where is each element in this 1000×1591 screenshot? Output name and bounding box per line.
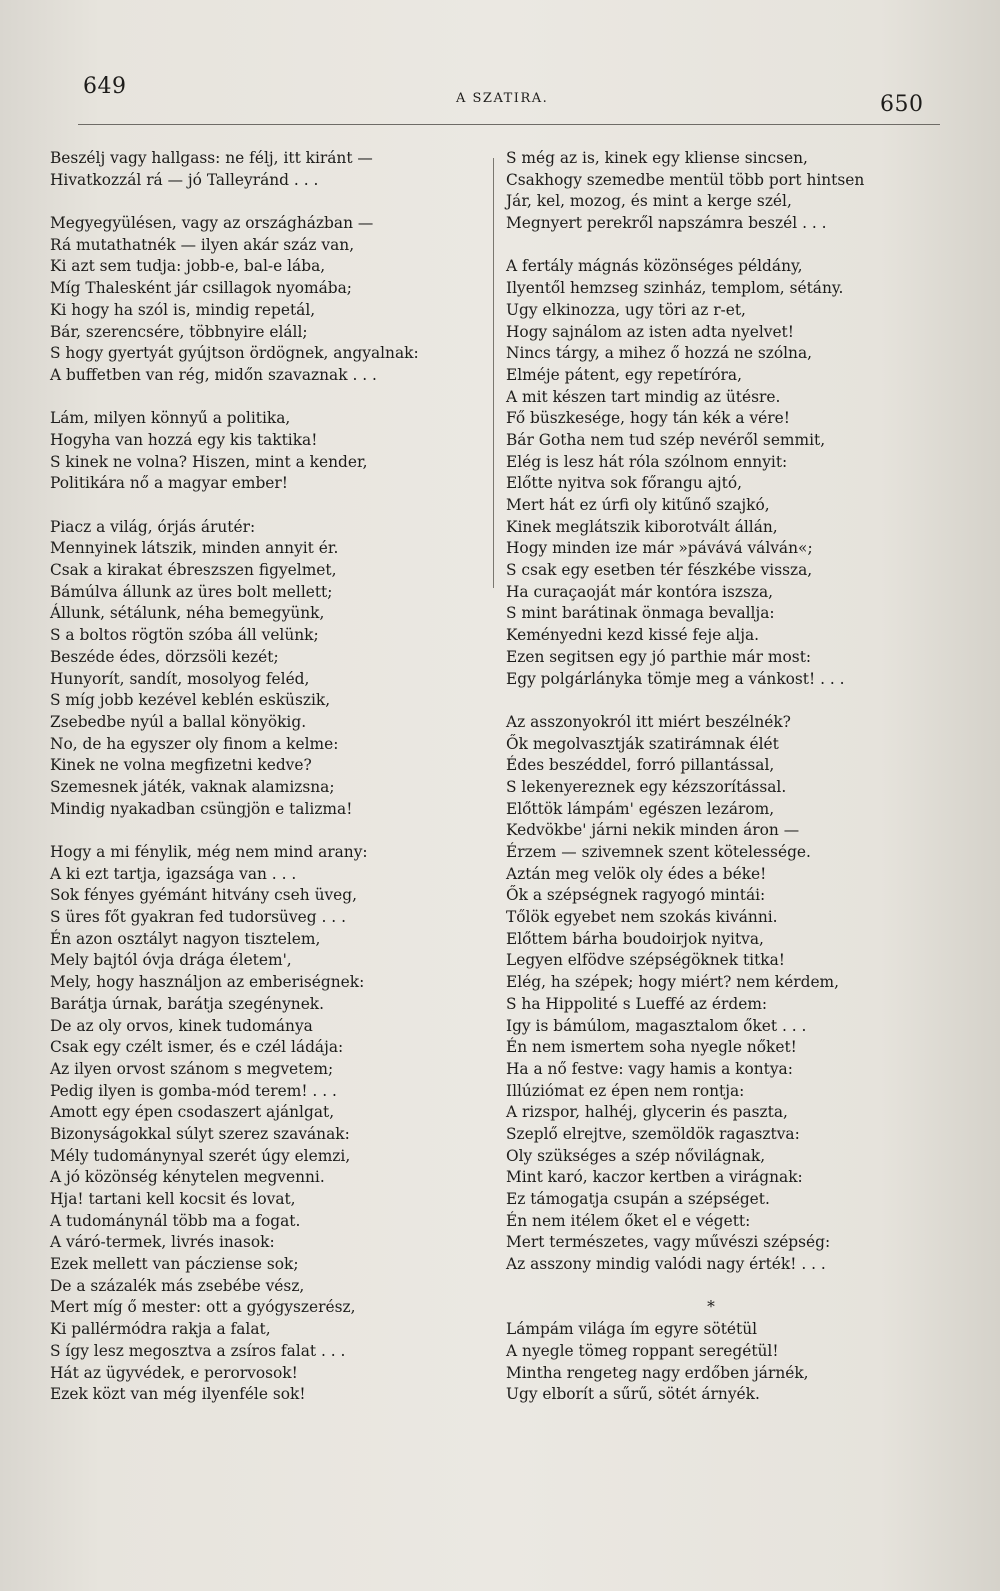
verse-line: Elég, ha szépek; hogy miért? nem kérdem, — [506, 973, 840, 992]
verse-line: Ki hogy ha szól is, mindig repetál, — [50, 300, 316, 319]
verse-line: Édes beszéddel, forró pillantással, — [506, 756, 775, 775]
verse-line: Beszélj vagy hallgass: ne félj, itt kiránt — — [50, 149, 373, 167]
verse-line: A váró-termek, livrés inasok: — [50, 1233, 275, 1252]
verse-line: Ha a nő festve: vagy hamis a kontya: — [506, 1059, 793, 1078]
verse-line: Mely, hogy használjon az emberiségnek: — [50, 973, 365, 992]
verse-line: Az asszony mindig valódi nagy érték! . . . — [506, 1255, 826, 1274]
verse-line: S üres főt gyakran fed tudorsüveg . . . — [50, 908, 346, 927]
stanza — [50, 408, 485, 495]
verse-line: A fertály mágnás közönséges példány, — [506, 257, 803, 276]
section-separator: * — [707, 1298, 715, 1317]
verse-line: Politikára nő a magyar ember! — [50, 474, 288, 493]
verse-line: Hogyha van hozzá egy kis taktika! — [50, 430, 318, 449]
verse-line: Barátja úrnak, barátja szegénynek. — [50, 994, 325, 1013]
verse-line: Ugy elkinozza, ugy töri az r-et, — [506, 300, 746, 319]
verse-line: Állunk, sétálunk, néha bemegyünk, — [50, 604, 325, 623]
verse-line: S ha Hippolité s Lueffé az érdem: — [506, 994, 768, 1013]
verse-line: Megyegyülésen, vagy az országházban — — [50, 214, 374, 233]
verse-line: Érzem — szivemnek szent kötelessége. — [506, 843, 811, 861]
verse-line: S még az is, kinek egy kliense sincsen, — [506, 149, 808, 167]
verse-line: Hogy a mi fénylik, még nem mind arany: — [50, 843, 368, 861]
verse-line: Sok fényes gyémánt hitvány cseh üveg, — [50, 886, 358, 905]
verse-line: Szeplő elrejtve, szemöldök ragasztva: — [506, 1124, 800, 1143]
verse-line: Bár, szerencsére, többnyire eláll; — [50, 322, 308, 341]
verse-line: Csak a kirakat ébreszszen figyelmet, — [50, 561, 337, 580]
verse-line: S lekenyereznek egy kézszorítással. — [506, 777, 787, 796]
stanza — [506, 256, 936, 690]
verse-line: Lám, milyen könnyű a politika, — [50, 409, 291, 428]
verse-line: Fő büszkesége, hogy tán kék a vére! — [506, 409, 790, 428]
verse-line: Pedig ilyen is gomba-mód terem! . . . — [50, 1081, 337, 1100]
final-stanza — [506, 1319, 936, 1406]
verse-line: S csak egy esetben tér fészkébe vissza, — [506, 561, 813, 580]
right-stanzas — [506, 148, 936, 1276]
verse-line: Mely bajtól óvja drága életem', — [50, 951, 292, 970]
verse-line: Piacz a világ, órjás árutér: — [50, 517, 256, 536]
verse-line: Mintha rengeteg nagy erdőben járnék, — [506, 1363, 809, 1382]
verse-line: Tőlök egyebet nem szokás kivánni. — [506, 908, 778, 927]
verse-line: Én nem ismertem soha nyegle nőket! — [506, 1038, 797, 1057]
verse-line: Beszéde édes, dörzsöli kezét; — [50, 647, 279, 666]
verse-line: Az asszonyokról itt miért beszélnék? — [506, 712, 791, 731]
verse-line: Hogy sajnálom az isten adta nyelvet! — [506, 322, 794, 341]
stanza — [50, 213, 485, 387]
verse-line: Míg Thalesként jár csillagok nyomába; — [50, 279, 352, 298]
running-title: A SZATIRA. — [456, 91, 549, 106]
verse-line: Illúziómat ez épen nem rontja: — [506, 1081, 745, 1100]
verse-line: Rá mutathatnék — ilyen akár száz van, — [50, 235, 355, 254]
verse-line: A jó közönség kénytelen megvenni. — [50, 1168, 325, 1187]
verse-line: Mert míg ő mester: ott a gyógyszerész, — [50, 1298, 356, 1317]
verse-line: Bámúlva állunk az üres bolt mellett; — [50, 582, 333, 601]
verse-line: Hát az ügyvédek, e perorvosok! — [50, 1363, 298, 1382]
stanza — [506, 712, 936, 1276]
verse-line: S így lesz megosztva a zsíros falat . . . — [50, 1341, 346, 1360]
verse-line: Jár, kel, mozog, és mint a kerge szél, — [506, 192, 792, 211]
verse-line: Lámpám világa ím egyre sötétül — [506, 1320, 758, 1339]
verse-line: Igy is bámúlom, magasztalom őket . . . — [506, 1016, 807, 1035]
verse-line: S a boltos rögtön szóba áll velünk; — [50, 626, 319, 645]
verse-line: Előttem bárha boudoirjok nyitva, — [506, 929, 764, 948]
verse-line: Hunyorít, sandít, mosolyog feléd, — [50, 669, 310, 688]
verse-line: A ki ezt tartja, igazsága van . . . — [50, 864, 297, 883]
verse-line: A rizspor, halhéj, glycerin és paszta, — [506, 1103, 788, 1122]
verse-line: Hja! tartani kell kocsit és lovat, — [50, 1190, 296, 1208]
verse-line: Nincs tárgy, a mihez ő hozzá ne szólna, — [506, 344, 813, 363]
verse-line: Ha curaçaoját már kontóra iszsza, — [506, 582, 774, 601]
verse-line: Én nem itélem őket el e végett: — [506, 1211, 751, 1230]
verse-line: Bizonyságokkal súlyt szerez szavának: — [50, 1124, 350, 1143]
verse-line: Ezen segitsen egy jó parthie már most: — [506, 647, 812, 666]
verse-line: Előtte nyitva sok főrangu ajtó, — [506, 474, 743, 493]
verse-line: Kinek ne volna megfizetni kedve? — [50, 756, 312, 775]
verse-line: De az oly orvos, kinek tudománya — [50, 1016, 313, 1035]
verse-line: Mennyinek látszik, minden annyit ér. — [50, 539, 339, 558]
right-column — [506, 148, 936, 1428]
verse-line: Csak egy czélt ismer, és e czél ládája: — [50, 1038, 344, 1057]
verse-line: Ilyentől hemzseg szinház, templom, sétány. — [506, 279, 844, 298]
verse-line: Aztán meg velök oly édes a béke! — [506, 864, 767, 883]
verse-line: Mély tudománynyal szerét úgy elemzi, — [50, 1146, 351, 1165]
verse-line: A mit készen tart mindig az ütésre. — [506, 387, 781, 406]
verse-line: Ez támogatja csupán a szépséget. — [506, 1190, 770, 1208]
verse-line: S hogy gyertyát gyújtson ördögnek, angyalnak: — [50, 344, 419, 363]
verse-line: S kinek ne volna? Hiszen, mint a kender, — [50, 452, 368, 471]
stanza — [50, 148, 485, 191]
stanza — [50, 842, 485, 1406]
verse-line: Egy polgárlányka tömje meg a vánkost! . . . — [506, 669, 845, 688]
stanza — [50, 517, 485, 821]
verse-line: No, de ha egyszer oly finom a kelme: — [50, 734, 339, 753]
verse-line: Elméje pátent, egy repetíróra, — [506, 365, 742, 384]
verse-line: A buffetben van rég, midőn szavaznak . . . — [50, 365, 377, 384]
verse-line: S mint barátinak önmaga bevallja: — [506, 604, 775, 623]
page-number-right: 650 — [880, 92, 924, 117]
verse-line: Ki azt sem tudja: jobb-e, bal-e lába, — [50, 257, 326, 276]
verse-line: Én azon osztályt nagyon tisztelem, — [50, 929, 321, 948]
verse-line: S míg jobb kezével keblén esküszik, — [50, 691, 331, 710]
verse-line: Hogy minden ize már »pávává válván«; — [506, 539, 813, 558]
column-divider — [493, 158, 494, 588]
verse-line: Szemesnek játék, vaknak alamizsna; — [50, 777, 335, 796]
verse-line: Amott egy épen csodaszert ajánlgat, — [50, 1103, 335, 1122]
verse-line: Kinek meglátszik kiborotvált állán, — [506, 517, 778, 536]
stanza — [506, 148, 936, 235]
header-rule — [78, 124, 940, 125]
verse-line: Zsebedbe nyúl a ballal könyökig. — [50, 712, 307, 731]
page-header — [0, 0, 1000, 130]
verse-line: Ők a szépségnek ragyogó mintái: — [506, 886, 766, 905]
verse-line: Mint karó, kaczor kertben a virágnak: — [506, 1168, 803, 1187]
verse-line: A nyegle tömeg roppant seregétül! — [506, 1341, 779, 1360]
verse-line: Ki pallérmódra rakja a falat, — [50, 1320, 271, 1339]
verse-line: Előttök lámpám' egészen lezárom, — [506, 799, 775, 818]
left-column — [50, 148, 485, 1428]
verse-line: Keményedni kezd kissé feje alja. — [506, 626, 760, 645]
verse-line: Mert hát ez úrfi oly kitűnő szajkó, — [506, 496, 770, 514]
verse-line: Bár Gotha nem tud szép nevéről semmit, — [506, 430, 826, 449]
verse-line: De a százalék más zsebébe vész, — [50, 1276, 305, 1295]
verse-line: Mindig nyakadban csüngjön e talizma! — [50, 799, 353, 818]
verse-line: A tudománynál több ma a fogat. — [50, 1211, 301, 1230]
verse-line: Kedvökbe' járni nekik minden áron — — [506, 821, 800, 840]
page-number-left: 649 — [83, 74, 127, 99]
verse-line: Az ilyen orvost szánom s megvetem; — [50, 1059, 334, 1078]
verse-line: Oly szükséges a szép nővilágnak, — [506, 1146, 766, 1165]
verse-line: Megnyert perekről napszámra beszél . . . — [506, 214, 827, 233]
verse-line: Mert természetes, vagy művészi szépség: — [506, 1233, 831, 1252]
verse-line: Ezek közt van még ilyenféle sok! — [50, 1385, 306, 1404]
verse-line: Legyen elfödve szépségöknek titka! — [506, 951, 785, 970]
verse-line: Csakhogy szemedbe mentül több port hintsen — [506, 170, 865, 189]
verse-line: Elég is lesz hát róla szólnom ennyit: — [506, 452, 788, 471]
verse-line: Hivatkozzál rá — jó Talleyránd . . . — [50, 170, 319, 189]
verse-line: Ugy elborít a sűrű, sötét árnyék. — [506, 1385, 760, 1404]
verse-line: Ezek mellett van pácziense sok; — [50, 1255, 299, 1274]
verse-line: Ők megolvasztják szatirámnak élét — [506, 734, 779, 753]
